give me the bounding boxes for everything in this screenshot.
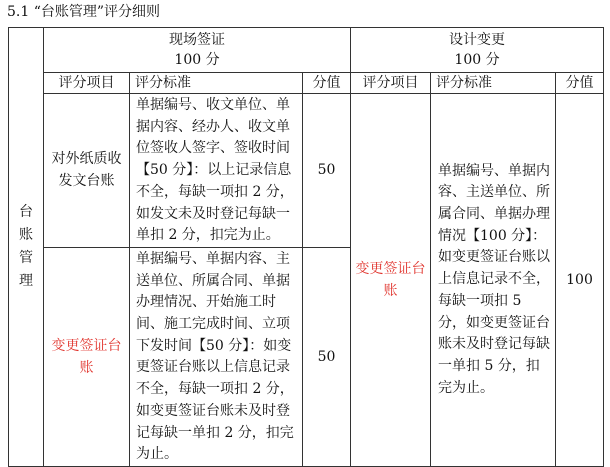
category-char: 台 xyxy=(19,203,33,220)
row-item-label: 变更签证台账 xyxy=(355,260,426,299)
row-standard: 单据编号、收文单位、单据内容、经办人、收文单位签收人签字、签收时间【50 分】：以上记录信息不全，每缺一项扣 2 分，如发文未及时登记每缺一单扣 2 分，扣完为止。 xyxy=(130,94,303,248)
column-header-item: 评分项目 xyxy=(44,73,130,94)
column-header-standard: 评分标准 xyxy=(431,73,556,94)
column-header-score: 分值 xyxy=(303,73,351,94)
group-points: 100 分 xyxy=(454,52,500,68)
row-item-paper-ledger xyxy=(44,94,130,248)
column-header-item: 评分项目 xyxy=(351,73,431,94)
row-item-change-ledger xyxy=(44,247,130,466)
row-item-label: 变更签证台账 xyxy=(51,337,122,376)
group-header-row xyxy=(9,28,604,73)
row-item-change-ledger xyxy=(351,94,431,467)
category-char: 理 xyxy=(19,272,33,289)
row-score: 50 xyxy=(303,247,351,466)
group-title: 现场签证 xyxy=(169,32,225,48)
group-points: 100 分 xyxy=(174,52,220,68)
scoring-table xyxy=(8,27,604,467)
row-standard: 单据编号、单据内容、主送单位、所属合同、单据办理情况、开始施工时间、施工完成时间、立项下发时间【50 分】：如变更签证台账以上信息记录不全，每缺一项扣 2 分，如变更签证台账未及时登记每缺一单扣 2 分，扣完为止。 xyxy=(130,247,303,466)
column-header-row xyxy=(9,73,604,94)
column-header-score: 分值 xyxy=(556,73,604,94)
row-standard: 单据编号、单据内容、主送单位、所属合同、单据办理情况【100 分】：如变更签证台账以上信息记录不全，每缺一项扣 5 分，如变更签证台账未及时登记每缺一单扣 5 分，扣完为止。 xyxy=(431,94,556,467)
column-header-standard: 评分标准 xyxy=(130,73,303,94)
row-item-label: 对外纸质收发文台账 xyxy=(51,151,122,190)
row-score: 50 xyxy=(303,94,351,248)
category-char: 账 xyxy=(19,226,33,243)
category-char: 管 xyxy=(19,249,33,266)
group-header-site-visa xyxy=(44,28,351,73)
group-header-design-change xyxy=(351,28,604,73)
section-heading: 5.1 “台账管理”评分细则 xyxy=(7,4,161,20)
category-cell xyxy=(9,28,44,467)
table-row xyxy=(9,94,604,248)
group-title: 设计变更 xyxy=(449,32,505,48)
row-score: 100 xyxy=(556,94,604,467)
